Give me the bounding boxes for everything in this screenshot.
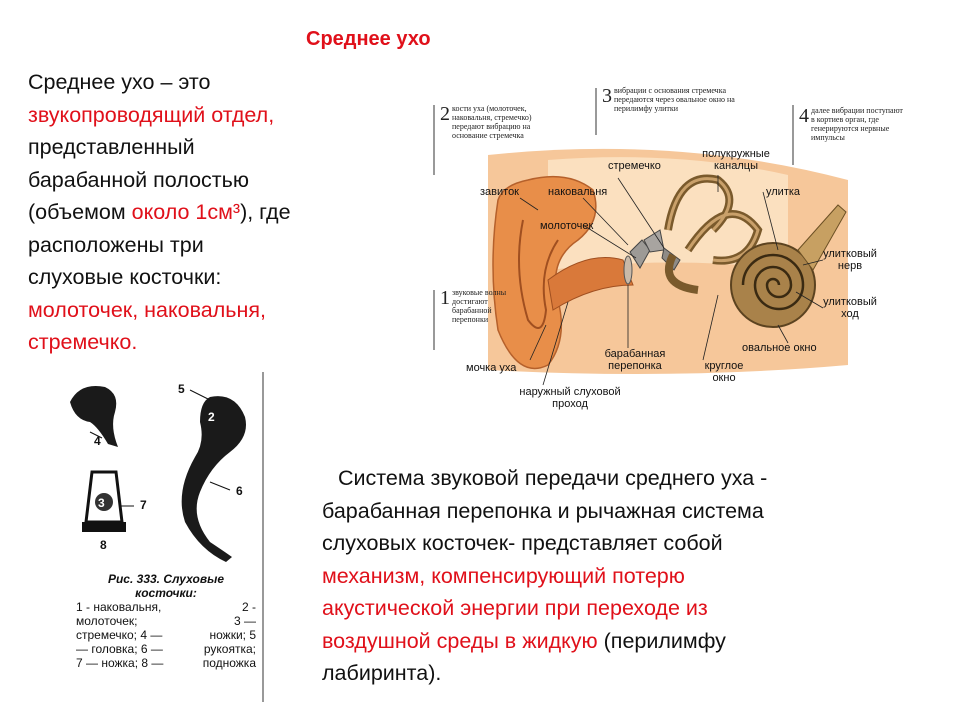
system-line: лабиринта). bbox=[322, 661, 442, 685]
ossicles-figure bbox=[60, 372, 270, 702]
transmission-system-paragraph bbox=[322, 462, 922, 690]
eardrum bbox=[624, 256, 632, 284]
note-text: звуковые волны достигают барабанной перепонки bbox=[452, 288, 507, 324]
note-2 bbox=[440, 103, 564, 140]
system-line-highlight: механизм, компенсирующий потерю bbox=[322, 563, 685, 588]
intro-paragraph bbox=[28, 66, 398, 359]
system-line: Система звуковой передачи среднего уха - bbox=[338, 466, 768, 490]
note-number: 4 bbox=[799, 105, 809, 127]
ossicle-number: 8 bbox=[100, 538, 107, 552]
intro-line-highlight: звукопроводящий отдел, bbox=[28, 102, 275, 127]
intro-line: расположены три bbox=[28, 232, 204, 257]
label-earlobe: мочка уха bbox=[466, 362, 517, 374]
note-number: 2 bbox=[440, 103, 450, 125]
intro-text: (объемом bbox=[28, 200, 132, 224]
intro-line: Среднее ухо – это bbox=[28, 70, 211, 94]
system-line-highlight: акустической энергии при переходе из bbox=[322, 596, 708, 620]
label-malleus: молоточек bbox=[540, 220, 594, 232]
intro-line-highlight: стремечко. bbox=[28, 330, 138, 354]
label-cochlear-coil: завиток bbox=[480, 186, 519, 198]
caption-row bbox=[76, 628, 256, 642]
caption-heading: Рис. 333. Слуховые косточки: bbox=[107, 572, 225, 600]
caption-row bbox=[76, 600, 256, 614]
note-4 bbox=[799, 105, 906, 142]
caption-cell: 3 — bbox=[233, 614, 256, 628]
ossicles-caption bbox=[76, 572, 256, 670]
note-text: кости уха (молоточек, наковальня, стремечко) передают вибрацию на основание стремечка bbox=[452, 104, 532, 140]
intro-line-volume bbox=[28, 196, 398, 229]
note-3 bbox=[602, 85, 764, 113]
note-1 bbox=[440, 287, 512, 324]
note-number: 3 bbox=[602, 85, 612, 107]
label-auditory-nerve: улитковый нерв bbox=[823, 248, 877, 272]
system-line: барабанная перепонка и рычажная система bbox=[322, 498, 764, 523]
caption-row bbox=[76, 642, 256, 656]
note-number: 1 bbox=[440, 287, 450, 309]
label-incus: наковальня bbox=[548, 186, 608, 198]
caption-cell: 1 - наковальня, bbox=[76, 600, 162, 614]
caption-cell: — головка; 6 — bbox=[76, 642, 163, 656]
caption-cell: 2 - bbox=[241, 600, 256, 614]
ossicle-number: 3 bbox=[98, 496, 105, 510]
system-line-mixed bbox=[322, 625, 922, 658]
label-oval-window: овальное окно bbox=[742, 342, 817, 354]
label-cochlear-duct: улитковый ход bbox=[823, 296, 877, 320]
caption-cell: рукоятка; bbox=[203, 642, 256, 656]
label-round-window: круглое окно bbox=[704, 360, 744, 384]
label-eardrum: барабанная перепонка bbox=[604, 348, 666, 372]
ossicle-number: 4 bbox=[94, 434, 101, 448]
note-text: далее вибрации поступают в кортиев орган, где генерируются нервные импульсы bbox=[811, 106, 903, 142]
caption-row bbox=[76, 656, 256, 670]
caption-row bbox=[76, 614, 256, 628]
caption-cell: стремечко; 4 — bbox=[76, 628, 163, 642]
system-line: слуховых косточек- представляет собой bbox=[322, 531, 723, 555]
ear-anatomy-diagram bbox=[428, 80, 908, 420]
intro-volume-highlight: около 1см³ bbox=[131, 200, 241, 224]
intro-text: ), где bbox=[240, 200, 291, 224]
caption-cell: молоточек; bbox=[76, 614, 138, 628]
note-text: вибрации с основания стремечка передаются через овальное окно на перилимфу улитки bbox=[614, 86, 735, 113]
intro-line: барабанной полостью bbox=[28, 167, 249, 192]
label-cochlea: улитка bbox=[766, 186, 801, 198]
ossicle-number: 7 bbox=[140, 498, 147, 512]
label-semicircular-canals: полукружные каналцы bbox=[702, 148, 770, 172]
caption-cell: 7 — ножка; 8 — bbox=[76, 656, 164, 670]
slide-title: Среднее ухо bbox=[306, 28, 431, 50]
ossicle-number: 5 bbox=[178, 382, 185, 396]
stapes-footplate bbox=[82, 522, 126, 532]
ossicle-number: 6 bbox=[236, 484, 243, 498]
intro-line-highlight: молоточек, наковальня, bbox=[28, 297, 266, 322]
label-stapes: стремечко bbox=[608, 160, 661, 172]
label-outer-canal: наружный слуховой проход bbox=[519, 386, 621, 410]
caption-cell: ножки; 5 bbox=[209, 628, 256, 642]
system-text: (перилимфу bbox=[597, 628, 726, 653]
intro-line: представленный bbox=[28, 135, 195, 159]
caption-cell: подножка bbox=[202, 656, 256, 670]
system-highlight: воздушной среды в жидкую bbox=[322, 628, 598, 653]
ossicle-number: 2 bbox=[208, 410, 215, 424]
intro-line: слуховые косточки: bbox=[28, 265, 222, 289]
